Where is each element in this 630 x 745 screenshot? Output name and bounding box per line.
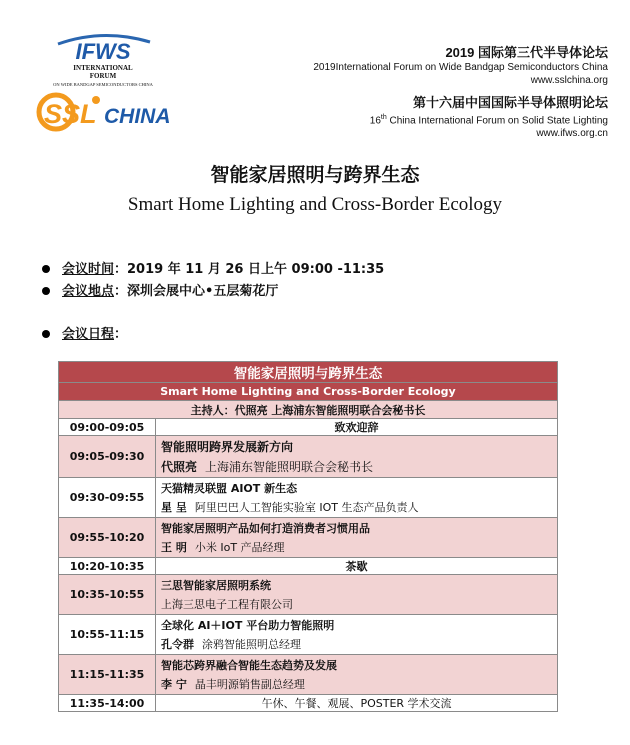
svg-text:INTERNATIONAL: INTERNATIONAL <box>73 64 133 72</box>
forum2-en: 16th China International Forum on Solid State Lighting <box>369 114 608 127</box>
ifws-logo <box>38 32 168 94</box>
ifws-logo-text: IFWS <box>75 39 131 64</box>
forum1-url: www.sslchina.org <box>530 75 608 86</box>
table-title-cn: 智能家居照明与跨界生态 <box>59 362 558 383</box>
forum2-title: 第十六届中国国际半导体照明论坛 <box>412 95 608 110</box>
forum2-url: www.ifws.org.cn <box>536 128 608 140</box>
ssl-logo-text: SSL <box>44 99 97 129</box>
forum1-en: 2019International Forum on Wide Bandgap Semiconductors China <box>313 62 608 73</box>
meeting-place: 会议地点：深圳会展中心•五层菊花厅 <box>42 280 278 299</box>
table-row: 10:20-10:35 茶歇 <box>59 558 558 575</box>
schedule-table <box>58 361 558 712</box>
bullet-icon <box>42 330 50 338</box>
bullet-icon <box>42 287 50 295</box>
sslchina-logo <box>34 92 194 132</box>
svg-text:FORUM: FORUM <box>89 72 117 80</box>
meeting-agenda: 会议日程： <box>42 323 127 342</box>
table-row: 09:05-09:30 智能照明跨界发展新方向 代照亮 上海浦东智能照明联合会秘书长 <box>59 436 558 478</box>
page-title-cn: 智能家居照明与跨界生态 <box>210 164 420 186</box>
svg-text:ON WIDE BANDGAP SEMICONDUCTORS: ON WIDE BANDGAP SEMICONDUCTORS CHINA <box>53 82 153 87</box>
table-row: 11:15-11:35 智能芯跨界融合智能生态趋势及发展 李 宁 晶丰明源销售副总经理 <box>59 655 558 695</box>
page-title-en: Smart Home Lighting and Cross-Border Ecology <box>127 194 503 215</box>
table-row: 11:35-14:00 午休、午餐、观展、POSTER 学术交流 <box>59 695 558 712</box>
bullet-icon <box>42 265 50 273</box>
table-row: 10:35-10:55 三思智能家居照明系统 上海三思电子工程有限公司 <box>59 575 558 615</box>
forum1-title: 2019 国际第三代半导体论坛 <box>445 45 608 60</box>
table-row: 10:55-11:15 全球化 AI＋IOT 平台助力智能照明 孔令群 涂鸦智能照明总经理 <box>59 615 558 655</box>
table-host: 主持人：代照亮 上海浦东智能照明联合会秘书长 <box>59 401 558 419</box>
china-logo-text: CHINA <box>104 105 171 128</box>
table-title-en: Smart Home Lighting and Cross-Border Ecology <box>59 383 558 401</box>
table-row: 09:30-09:55 天猫精灵联盟 AIOT 新生态 星 呈 阿里巴巴人工智能实验室 IOT 生态产品负责人 <box>59 478 558 518</box>
meeting-time: 会议时间：2019 年 11 月 26 日上午 09:00 -11:35 <box>42 258 384 277</box>
table-row: 09:55-10:20 智能家居照明产品如何打造消费者习惯用品 王 明 小米 IoT 产品经理 <box>59 518 558 558</box>
forum1-block <box>313 42 608 87</box>
table-row: 09:00-09:05 致欢迎辞 <box>59 419 558 436</box>
forum2-block <box>370 92 608 140</box>
